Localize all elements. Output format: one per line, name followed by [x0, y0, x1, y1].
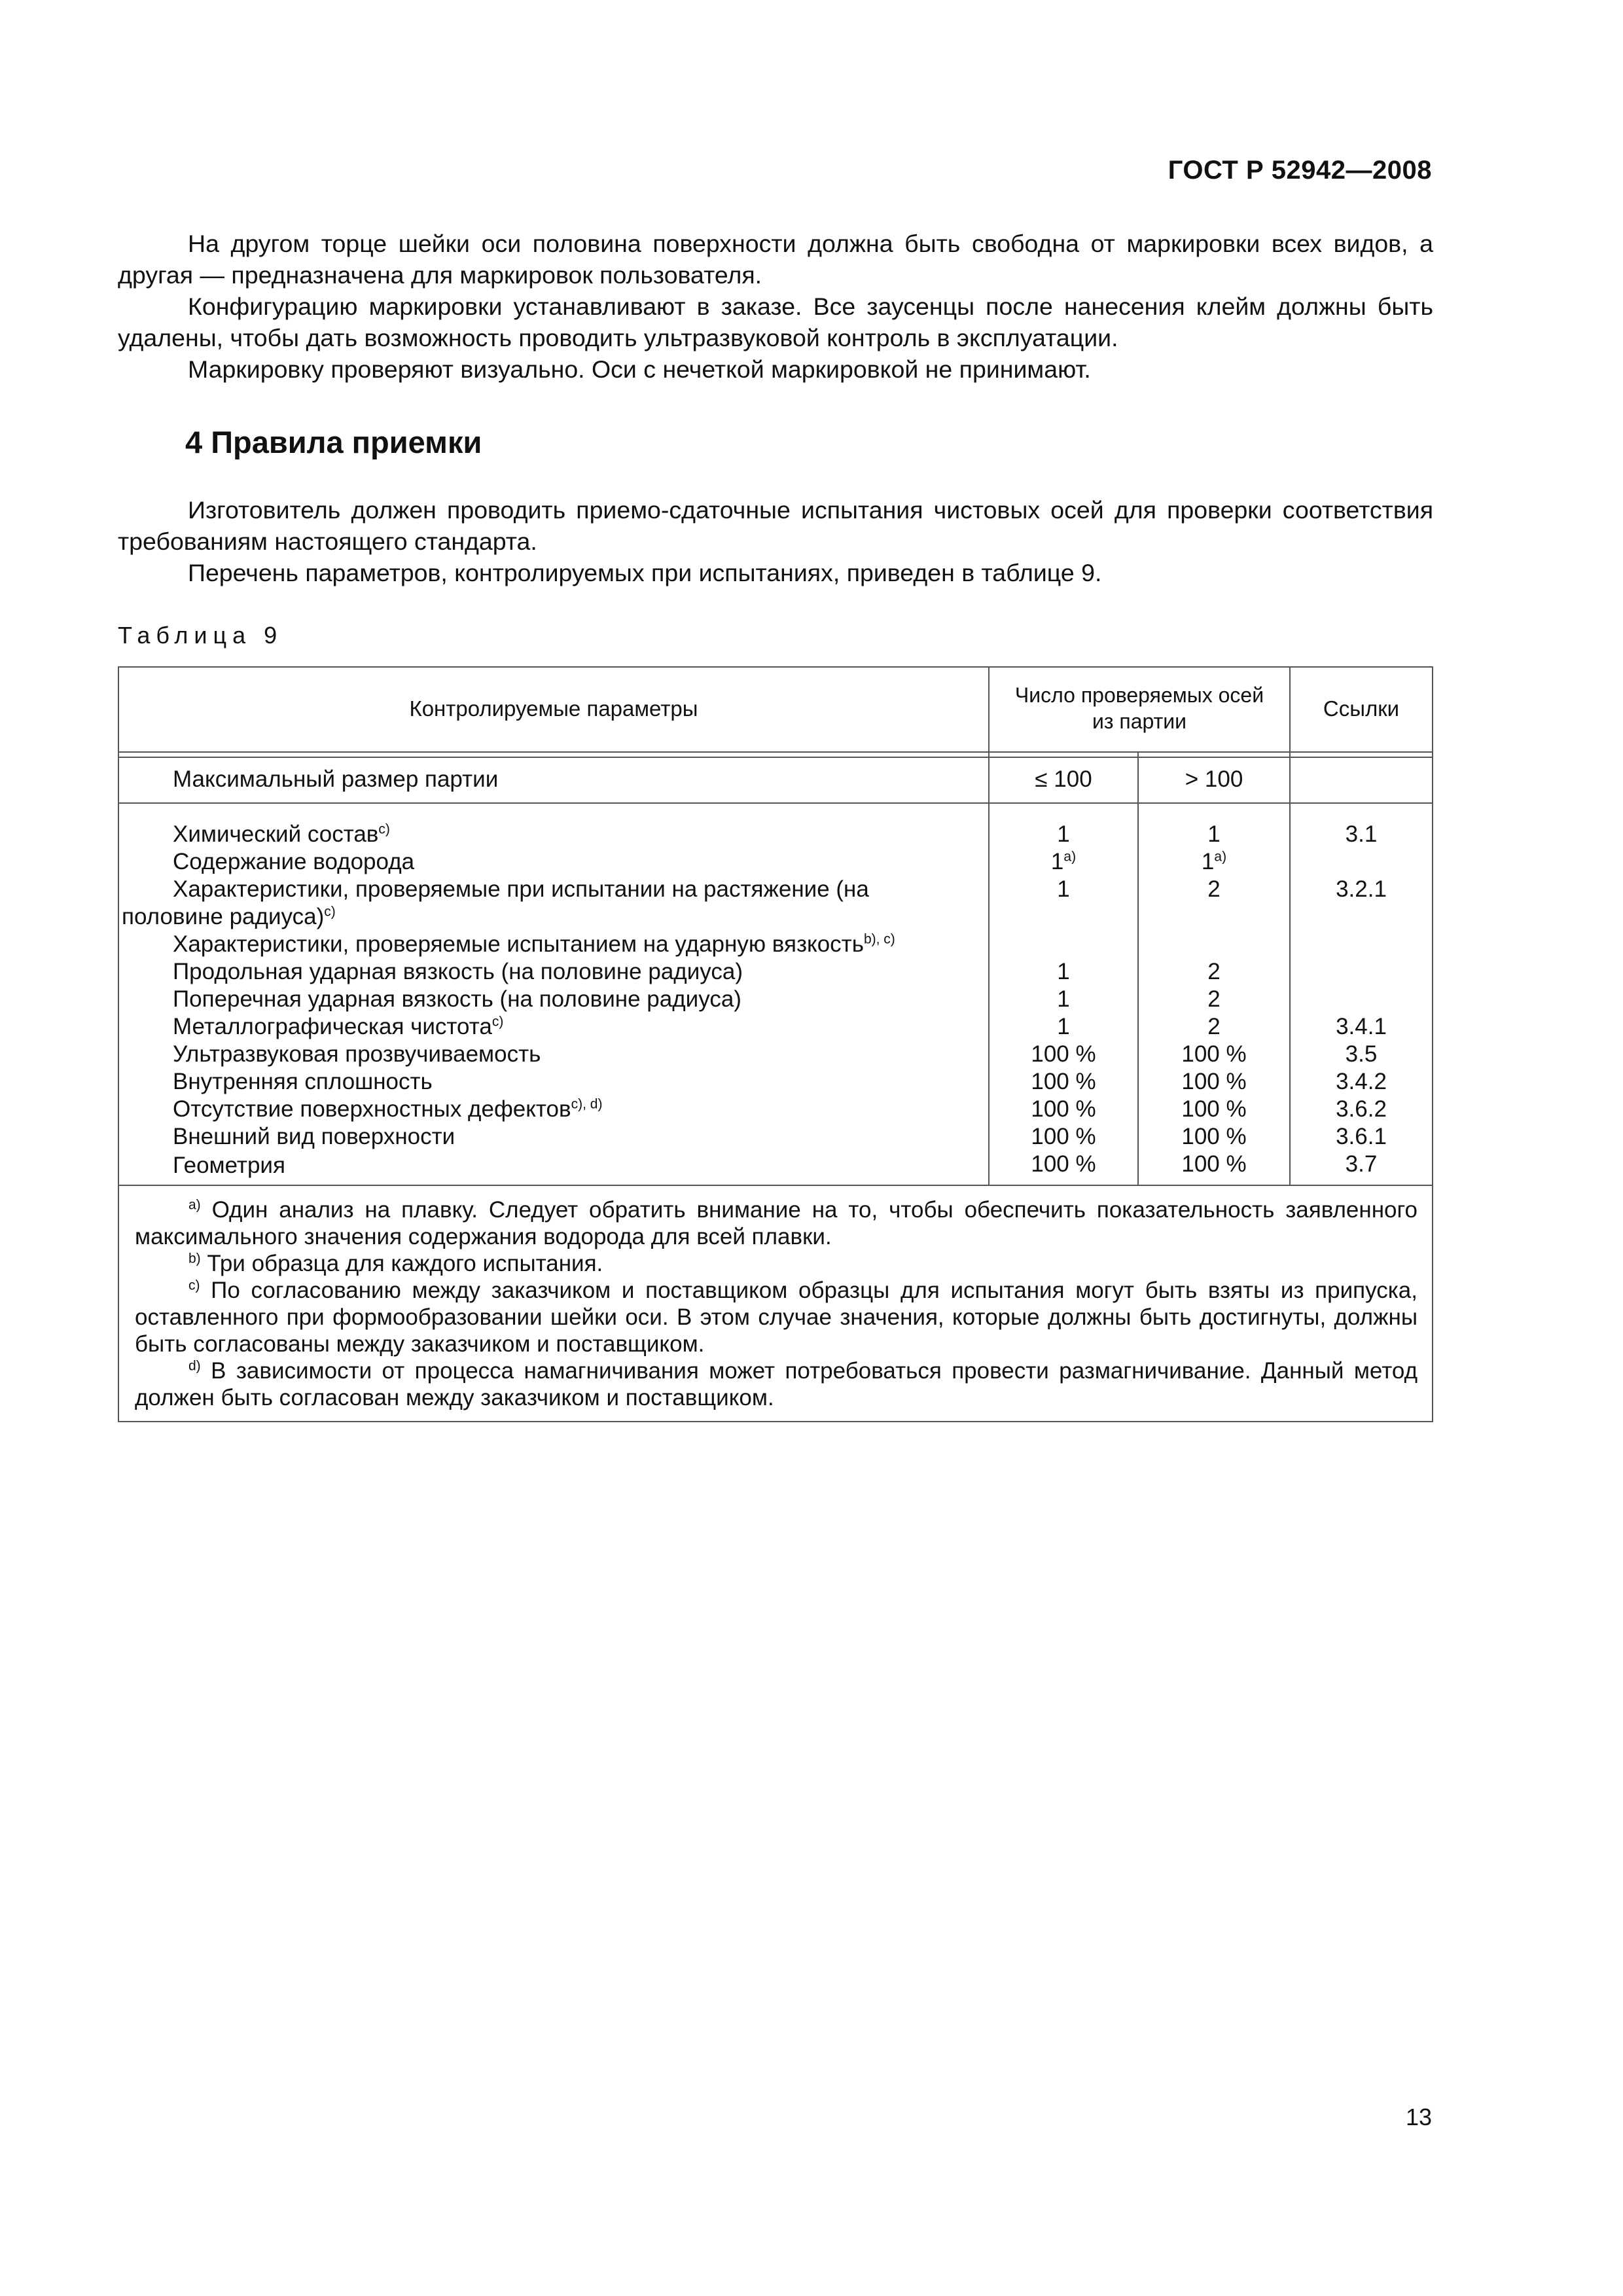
notes-divider — [119, 1185, 1432, 1186]
table-row-label: Поперечная ударная вязкость (на половине радиуса) — [173, 986, 741, 1012]
header-params: Контролируемые параметры — [409, 696, 698, 721]
table-row-label: Внутренняя сплошность — [173, 1069, 433, 1094]
paragraph: Перечень параметров, контролируемых при испытаниях, приведен в таблице 9. — [188, 559, 1102, 586]
table-cell: 2 — [1207, 876, 1221, 902]
paragraph: Маркировку проверяют визуально. Оси с нечеткой маркировкой не принимают. — [188, 355, 1091, 383]
document-id: ГОСТ Р 52942—2008 — [1168, 156, 1432, 185]
parameters-table — [118, 666, 1433, 1422]
table-row-label: Характеристики, проверяемые при испытании на растяжение (на — [173, 876, 869, 902]
table-row-label: Отсутствие поверхностных дефектов$^{c), d)}$ — [173, 1096, 603, 1122]
header-divider — [119, 751, 1432, 753]
table-cell: 100 % — [1031, 1041, 1096, 1067]
table-cell: 1 — [1057, 959, 1070, 984]
table-cell: 100 % — [1181, 1124, 1247, 1149]
table-cell: 1$^{a)}$ — [1050, 849, 1077, 874]
table-cell: 1 — [1207, 821, 1221, 847]
row-divider — [119, 802, 1432, 804]
table-cell: 100 % — [1031, 1096, 1096, 1122]
section-title: 4 Правила приемки — [185, 425, 482, 459]
header-count-line: из партии — [1092, 709, 1187, 733]
table-row-label: Ультразвуковая прозвучиваемость — [173, 1041, 541, 1067]
table-row-label: Металлографическая чистота$^{c)}$ — [173, 1014, 504, 1039]
table-row-label: Внешний вид поверхности — [173, 1124, 455, 1149]
table-cell-ref: 3.5 — [1345, 1041, 1378, 1067]
table-cell-ref: 3.7 — [1345, 1151, 1378, 1177]
table-cell: 1 — [1057, 986, 1070, 1012]
header-count — [990, 682, 1289, 734]
table-cell: 2 — [1207, 986, 1221, 1012]
paragraph: Изготовитель должен проводить приемо-сдаточные испытания чистовых осей для проверки соответствия требованиям настоящего стандарта. — [118, 496, 1433, 555]
table-cell-ref: 3.4.2 — [1336, 1069, 1387, 1094]
table-cell: 100 % — [1181, 1096, 1247, 1122]
table-cell: 100 % — [1031, 1069, 1096, 1094]
table-caption: Таблица 9 — [118, 622, 283, 649]
table-cell: 100 % — [1181, 1151, 1247, 1177]
section-text — [118, 494, 1433, 588]
batch-size-le100: ≤ 100 — [1035, 766, 1092, 792]
header-divider — [119, 757, 1432, 758]
footnote: $^{c)}$ По согласованию между заказчиком и поставщиком образцы для испытания могут быть взяты из припуска, оставленного при формообразовании шейки оси. В этом случае значения, которые должны быть достигнуты, должны быть согласованы между заказчиком и поставщиком. — [135, 1278, 1418, 1357]
batch-size-gt100: > 100 — [1185, 766, 1243, 792]
table-footnotes — [135, 1196, 1418, 1411]
table-cell: 2 — [1207, 1014, 1221, 1039]
table-row-label: Продольная ударная вязкость (на половине радиуса) — [173, 959, 743, 984]
table-cell: 100 % — [1181, 1041, 1247, 1067]
table-cell-ref: 3.6.1 — [1336, 1124, 1387, 1149]
footnote: $^{b)}$ Три образца для каждого испытания. — [188, 1251, 603, 1276]
table-cell: 1 — [1057, 821, 1070, 847]
table-cell: 1 — [1057, 1014, 1070, 1039]
table-row-label: Геометрия — [173, 1153, 285, 1178]
header-refs: Ссылки — [1323, 696, 1400, 721]
table-row-label: Химический состав$^{c)}$ — [173, 821, 390, 847]
table-cell: 1 — [1057, 876, 1070, 902]
table-cell: 2 — [1207, 959, 1221, 984]
table-cell: 100 % — [1031, 1151, 1096, 1177]
header-count-line: Число проверяемых осей — [1014, 683, 1264, 707]
footnote: $^{a)}$ Один анализ на плавку. Следует обратить внимание на то, чтобы обеспечить показательность заявленного максимального значения содержания водорода для всей плавки. — [135, 1197, 1418, 1249]
table-cell-ref: 3.4.1 — [1336, 1014, 1387, 1039]
table-cell-ref: 3.1 — [1345, 821, 1378, 847]
table-row-label: Содержание водорода — [173, 849, 415, 874]
table-cell: 100 % — [1181, 1069, 1247, 1094]
page-number: 13 — [1405, 2104, 1432, 2130]
table-cell: 100 % — [1031, 1124, 1096, 1149]
intro-text — [118, 228, 1433, 385]
table-cell-ref: 3.2.1 — [1336, 876, 1387, 902]
table-row-label: половине радиуса)$^{c)}$ — [122, 904, 336, 929]
footnote: $^{d)}$ В зависимости от процесса намагничивания может потребоваться провести размагничивание. Данный метод должен быть согласован между заказчиком и поставщиком. — [135, 1358, 1418, 1410]
table-row-label: Характеристики, проверяемые испытанием на ударную вязкость$^{b), c)}$ — [173, 931, 895, 957]
paragraph: Конфигурацию маркировки устанавливают в заказе. Все заусенцы после нанесения клейм должны быть удалены, чтобы дать возможность проводить ультразвуковой контроль в эксплуатации. — [118, 293, 1433, 351]
table-cell: 1$^{a)}$ — [1201, 849, 1227, 874]
paragraph: На другом торце шейки оси половина поверхности должна быть свободна от маркировки всех видов, а другая — предназначена для маркировок пользователя. — [118, 230, 1433, 289]
table-cell-ref: 3.6.2 — [1336, 1096, 1387, 1122]
batch-size-label: Максимальный размер партии — [173, 766, 499, 792]
